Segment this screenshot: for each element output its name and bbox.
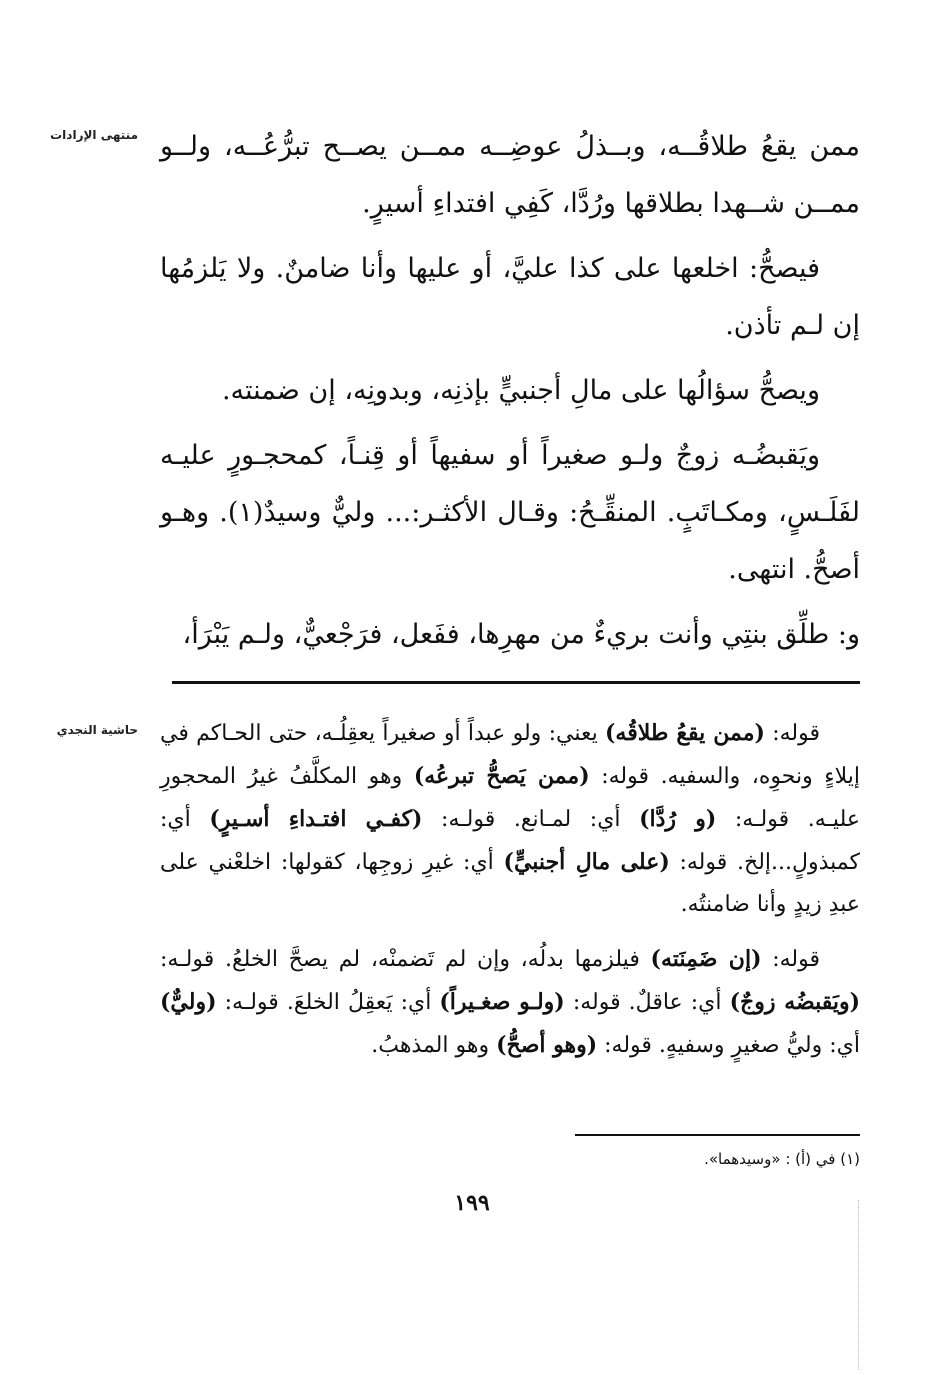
note-text: أي: يَعقِلُ الخلعَ. قولـه:: [216, 990, 440, 1015]
commentary-text: [160, 712, 860, 1079]
note-text: وهو المذهبُ.: [371, 1033, 497, 1058]
note-quote: (على مالِ أجنبيٍّ): [503, 849, 670, 875]
side-label-commentary-title: حاشية النجدي: [56, 723, 138, 737]
scan-edge-line: [858, 1200, 859, 1370]
note-quote: (كفـي افتـداءِ أسـيرٍ): [209, 806, 423, 832]
note-text: وهو المكلَّفُ غيرُ المحجورِ عليـه. قولـه:: [160, 764, 860, 832]
commentary-paragraph-2: [160, 938, 860, 1067]
main-paragraph-2: فيصحُّ: اخلعها على كذا عليَّ، أو عليها وأنا ضامنٌ. ولا يَلزمُها إن لـم تأذن.: [160, 253, 860, 341]
note-quote: (ولـو صغـيراً): [439, 989, 565, 1015]
commentary-paragraph-1: [160, 712, 860, 926]
note-quote: (وليٌّ): [160, 989, 217, 1015]
note-text: قوله:: [764, 721, 820, 746]
footnote: (١) في (أ) : «وسيدهما».: [704, 1150, 860, 1168]
note-quote: (ممن يَصحُّ تبرعُه): [413, 763, 590, 789]
note-text: أي: وليُّ صغيرٍ وسفيهٍ. قوله:: [597, 1033, 860, 1058]
note-quote: (ممن يقعُ طلاقُه): [605, 720, 765, 746]
main-paragraph-5: و: طلِّق بنتِي وأنت بريءٌ من مهرِها، ففَعل، فرَجْعيٌّ، ولـم يَبْرَأ،: [182, 619, 860, 650]
note-text: قوله:: [761, 947, 820, 972]
note-text: أي: لمـانع. قولـه:: [422, 807, 640, 832]
note-quote: (إن ضَمِنَته): [650, 946, 762, 972]
note-text: فيلزمها بدلُه، وإن لم تَضمنْه، لم يصحَّ الخلعُ. قولـه:: [160, 947, 651, 972]
main-paragraph-3: ويصحُّ سؤالُها على مالِ أجنبيٍّ بإذنِه، وبدونِه، إن ضمنته.: [221, 375, 820, 406]
footnote-divider: [575, 1134, 860, 1136]
main-paragraph-4: ويَقبضُـه زوجٌ ولـو صغيراً أو سفيهاً أو قِنـاً، كمحجـورٍ عليـه لفَلَـسٍ، ومكـاتَبٍ. المنقِّـحُ: وقـال الأكثـر:... وليٌّ وسيدٌ(١). وهـو أصحُّ. انتهى.: [160, 440, 860, 585]
note-quote: (وهو أصحُّ): [496, 1032, 598, 1058]
note-text: أي: كمبذولٍ...إلخ. قوله:: [160, 807, 860, 875]
main-paragraph-1: ممن يقعُ طلاقُــه، وبــذلُ عوضِــه ممــن يصــح تبرُّعُــه، ولــو ممــن شــهدا بطلاقها ورُدَّا، كَفِي افتداءِ أسيرٍ.: [160, 131, 860, 219]
page-number: ١٩٩: [454, 1190, 490, 1216]
section-divider: [172, 681, 860, 684]
note-text: أي: غيرِ زوجِها، كقولها: اخلعْني على عبدِ زيدٍ وأنا ضامنتُه.: [160, 850, 860, 917]
side-label-book-title: منتهى الإرادات: [50, 128, 138, 142]
note-quote: (ويَقبضُه زوجٌ): [729, 989, 860, 1015]
note-quote: (و رُدَّا): [639, 806, 717, 832]
note-text: أي: عاقلٌ. قوله:: [564, 990, 730, 1015]
main-text: [160, 118, 860, 671]
note-text: يعني: ولو عبداً أو صغيراً يعقِلُـه، حتى الحـاكم في إيلاءٍ ونحوِه، والسفيه. قوله:: [160, 721, 860, 789]
